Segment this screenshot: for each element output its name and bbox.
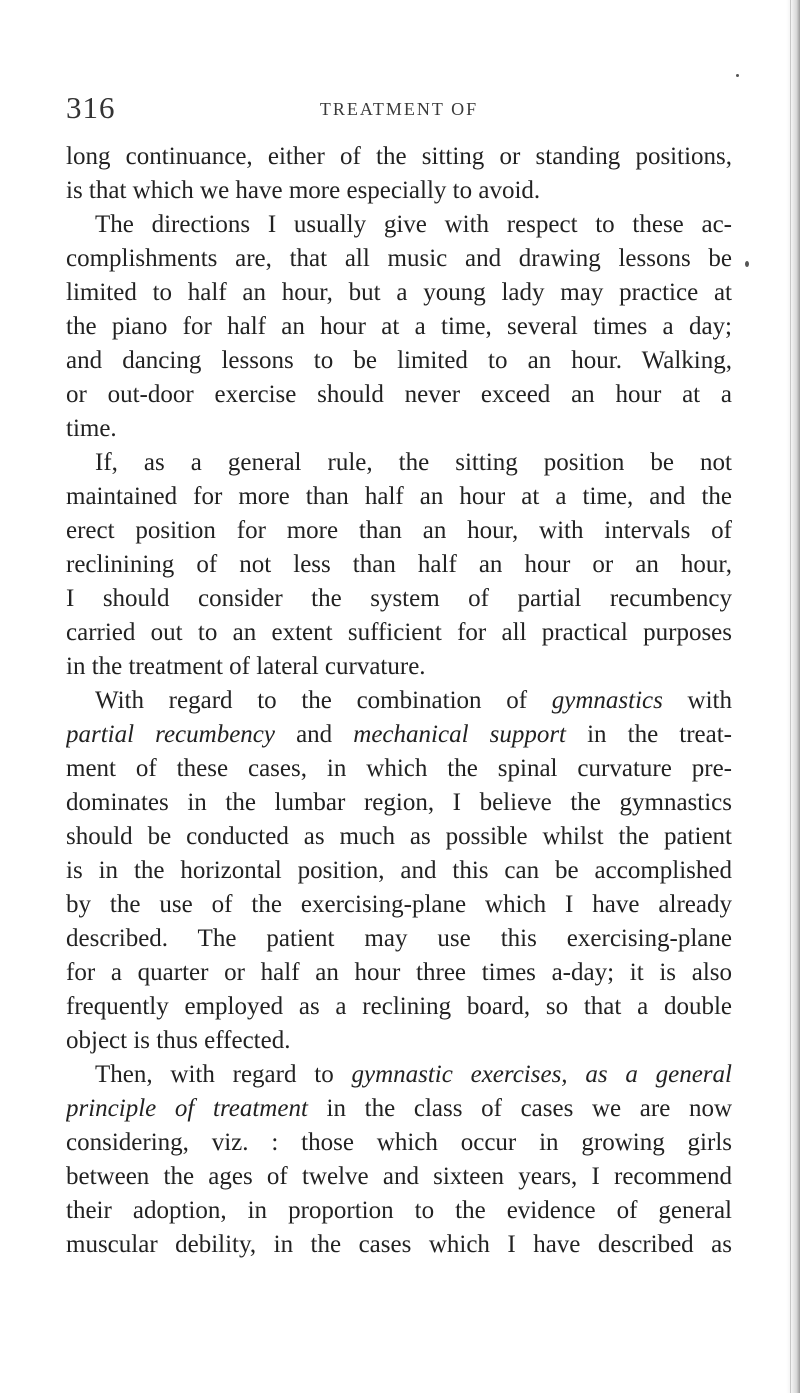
ink-speck <box>745 261 749 267</box>
text-run: in the treat- <box>566 721 732 748</box>
text-line: frequently employed as a reclining board, so that a double <box>66 993 732 1020</box>
italic-text: principle of treatment <box>66 1095 308 1122</box>
text-line: If, as a general rule, the sitting position be not <box>95 449 732 476</box>
italic-text: partial recumbency <box>66 721 275 748</box>
text-run: Then, with regard to <box>95 1061 352 1088</box>
page-header <box>66 88 732 128</box>
text-line <box>66 718 732 752</box>
text-line <box>66 1092 732 1126</box>
text-line: complishments are, that all music and drawing lessons be <box>66 245 732 272</box>
italic-text: gymnastics <box>551 687 663 714</box>
text-line <box>66 1058 732 1092</box>
text-line: in the treatment of lateral curvature. <box>66 653 426 680</box>
text-run: with <box>662 687 732 714</box>
italic-text: mechanical support <box>353 721 567 748</box>
text-line: should be conducted as much as possible whilst the patient <box>66 823 732 850</box>
ink-speck <box>736 74 739 77</box>
text-line: reclinining of not less than half an hour or an hour, <box>66 551 732 578</box>
text-line: the piano for half an hour at a time, several times a day; <box>66 313 732 340</box>
text-line: considering, viz. : those which occur in growing girls <box>66 1129 732 1156</box>
text-run: With regard to the combination of <box>95 687 552 714</box>
text-run: in the class of cases we are now <box>307 1095 732 1122</box>
text-line: I should consider the system of partial recumbency <box>66 585 732 612</box>
page-number: 316 <box>66 90 116 125</box>
text-line: their adoption, in proportion to the evidence of general <box>66 1197 732 1224</box>
text-line: The directions I usually give with respect to these ac- <box>95 211 732 238</box>
italic-text: gymnastic exercises, as a general <box>351 1061 732 1088</box>
text-line: dominates in the lumbar region, I believe the gymnastics <box>66 789 732 816</box>
text-line: time. <box>66 415 117 442</box>
text-line: long continuance, either of the sitting or standing positions, <box>66 143 732 170</box>
text-line: for a quarter or half an hour three times a-day; it is also <box>66 959 732 986</box>
text-line <box>66 684 732 718</box>
text-line: maintained for more than half an hour at a time, and the <box>66 483 732 510</box>
text-line: and dancing lessons to be limited to an hour. Walking, <box>66 347 732 374</box>
text-line: between the ages of twelve and sixteen years, I recommend <box>66 1163 732 1190</box>
page-edge <box>786 0 800 1393</box>
text-line: or out-door exercise should never exceed an hour at a <box>66 381 732 408</box>
text-line: muscular debility, in the cases which I have described as <box>66 1231 732 1258</box>
text-run: and <box>275 721 354 748</box>
text-line: is in the horizontal position, and this can be accomplished <box>66 857 732 884</box>
text-line: carried out to an extent sufficient for all practical purposes <box>66 619 732 646</box>
text-line: described. The patient may use this exercising-plane <box>66 925 732 952</box>
text-line: erect position for more than an hour, with intervals of <box>66 517 732 544</box>
text-line: ment of these cases, in which the spinal curvature pre- <box>66 755 732 782</box>
text-line: is that which we have more especially to avoid. <box>66 177 541 204</box>
body-text <box>66 140 732 1262</box>
text-line: limited to half an hour, but a young lady may practice at <box>66 279 732 306</box>
text-line: object is thus effected. <box>66 1027 291 1054</box>
text-line: by the use of the exercising-plane which I have already <box>66 891 732 918</box>
running-head: TREATMENT OF <box>319 99 479 119</box>
